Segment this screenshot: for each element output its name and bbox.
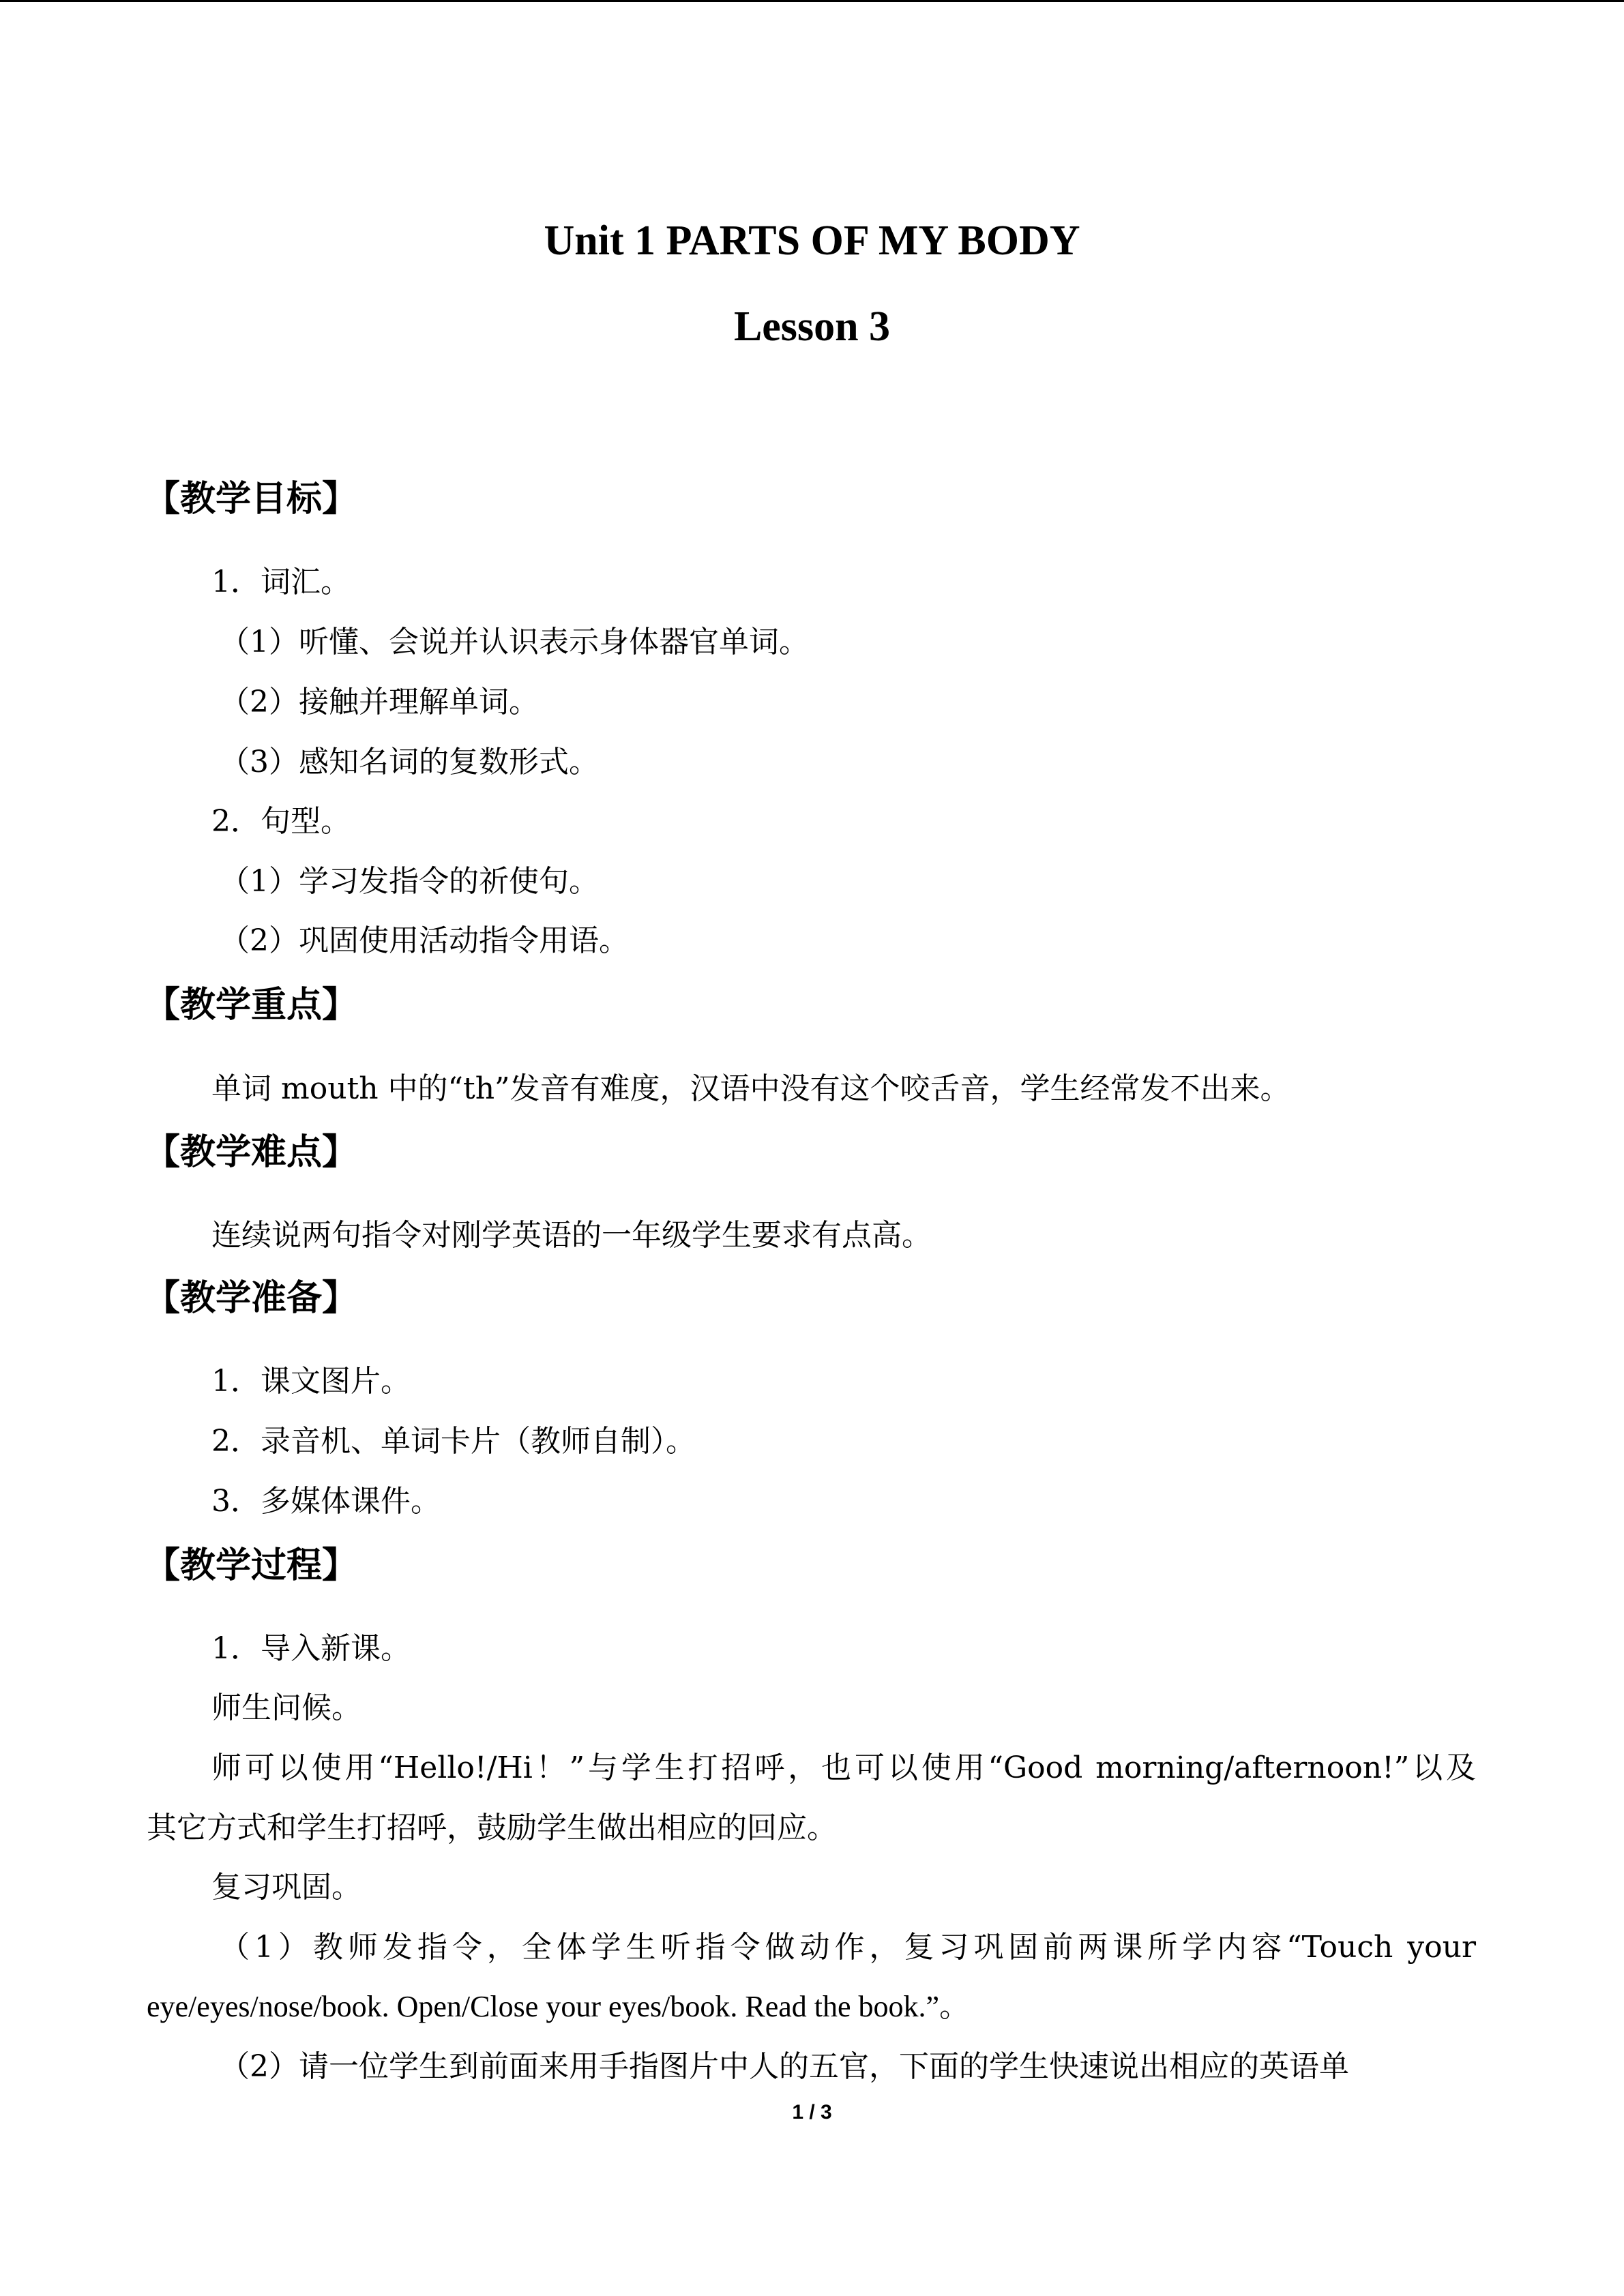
objective-line: 1．词汇。 (211, 565, 351, 599)
page-number: 1 / 3 (792, 2101, 832, 2123)
objective-line: （3）感知名词的复数形式。 (220, 745, 599, 779)
heading-preparation: 【教学准备】 (145, 1278, 358, 1319)
preparation-line: 3．多媒体课件。 (211, 1484, 441, 1519)
process-line: 师生问候。 (211, 1690, 361, 1725)
process-line: （1）教师发指令，全体学生听指令做动作，复习巩固前两课所学内容“Touch your (220, 1930, 1476, 1965)
preparation-line: 1．课文图片。 (211, 1364, 411, 1399)
document-title: Unit 1 PARTS OF MY BODY (544, 218, 1080, 264)
preparation-line: 2．录音机、单词卡片（教师自制）。 (211, 1424, 696, 1459)
heading-objectives: 【教学目标】 (145, 479, 358, 520)
heading-process: 【教学过程】 (145, 1545, 358, 1586)
objective-line: （1）学习发指令的祈使句。 (220, 864, 599, 899)
heading-key-points: 【教学重点】 (145, 985, 358, 1026)
difficulties-text: 连续说两句指令对刚学英语的一年级学生要求有点高。 (211, 1218, 932, 1253)
process-line: 其它方式和学生打招呼，鼓励学生做出相应的回应。 (147, 1810, 837, 1845)
process-line: 师可以使用“Hello!/Hi！”与学生打招呼，也可以使用“Good morning/afternoon!”以及 (211, 1750, 1477, 1785)
key-points-text: 单词 mouth 中的“th”发音有难度，汉语中没有这个咬舌音，学生经常发不出来。 (211, 1071, 1290, 1106)
objective-line: （2）巩固使用活动指令用语。 (220, 923, 629, 958)
process-line: 1．导入新课。 (211, 1631, 411, 1666)
process-line: 复习巩固。 (211, 1870, 361, 1905)
objective-line: 2．句型。 (211, 804, 351, 839)
objective-line: （1）听懂、会说并认识表示身体器官单词。 (220, 625, 809, 659)
lesson-title: Lesson 3 (733, 303, 891, 350)
process-line: eye/eyes/nose/book. Open/Close your eyes/book. Read the book.”。 (147, 1990, 970, 2023)
heading-difficulties: 【教学难点】 (145, 1132, 358, 1173)
top-border-line (0, 0, 1624, 2)
objective-line: （2）接触并理解单词。 (220, 685, 539, 719)
process-line: （2）请一位学生到前面来用手指图片中人的五官，下面的学生快速说出相应的英语单 (220, 2049, 1349, 2084)
